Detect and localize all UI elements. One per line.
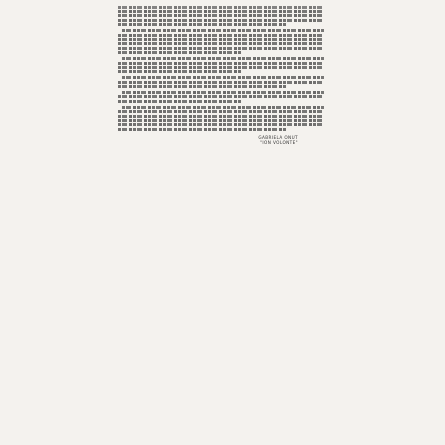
list-item [118, 76, 324, 88]
signature-title: "ION VOLONTE" [260, 140, 298, 145]
signature-name: GABRIELA ONUT [258, 134, 298, 140]
list-item [118, 57, 324, 73]
intro-paragraph [118, 6, 324, 26]
text-column [118, 6, 324, 145]
signature-block [118, 135, 324, 145]
list-item [118, 29, 324, 54]
list-item [118, 91, 324, 103]
list-item [118, 106, 324, 131]
